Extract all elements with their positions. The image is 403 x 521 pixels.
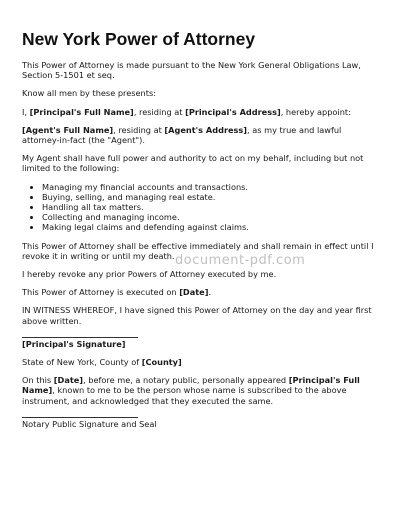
notary-pre: On this (22, 375, 54, 386)
principal-signature-label (22, 339, 381, 349)
appoint-mid: , residing at (133, 106, 186, 117)
agent-mid: , residing at (113, 124, 165, 135)
intro-paragraph: This Power of Attorney is made pursuant to the New York General Obligations Law, Section 5-1501 et seq. (22, 60, 361, 81)
list-item: • Making legal claims and defending against claims. (42, 222, 381, 232)
agent-paragraph (22, 125, 381, 145)
principal-address-placeholder: [Principal's Address] (185, 106, 281, 117)
county-placeholder: [County] (141, 357, 182, 368)
agent-address-placeholder: [Agent's Address] (164, 124, 248, 135)
watermark-text: document-pdf.com (175, 253, 306, 268)
executed-post: . (208, 287, 212, 298)
appointment-paragraph (22, 107, 381, 117)
witness-paragraph: IN WITNESS WHEREOF, I have signed this Power of Attorney on the day and year first above written. (22, 305, 372, 326)
appoint-post: , hereby appoint: (280, 106, 351, 117)
know-all-paragraph: Know all men by these presents: (22, 88, 156, 99)
revoke-paragraph: I hereby revoke any prior Powers of Attorney executed by me. (22, 269, 277, 280)
notary-post: , known to me to be the person whose name is subscribed to the above instrument, and acknowledged that they executed the same. (22, 385, 347, 406)
notary-date-placeholder: [Date] (53, 375, 84, 386)
list-item: • Handling all tax matters. (42, 202, 381, 212)
notary-mid: , before me, a notary public, personally appeared (83, 375, 289, 386)
notary-principal-placeholder: [Principal's Full Name] (22, 375, 360, 396)
state-paragraph (22, 357, 381, 367)
effective-paragraph: This Power of Attorney shall be effective immediately and shall remain in effect until I revoke it in writing or until my death. (22, 240, 374, 261)
list-item: • Managing my financial accounts and transactions. (42, 182, 381, 192)
notary-signature-line (22, 417, 138, 418)
authority-paragraph: My Agent shall have full power and authority to act on my behalf, including but not limited to the following: (22, 153, 364, 174)
notary-signature-label: Notary Public Signature and Seal (22, 418, 157, 429)
executed-paragraph (22, 287, 381, 297)
principal-signature-line (22, 337, 138, 338)
agent-name-placeholder: [Agent's Full Name] (22, 124, 114, 135)
list-item: • Collecting and managing income. (42, 212, 381, 222)
state-pre: State of New York, County of (22, 357, 142, 368)
executed-date-placeholder: [Date] (179, 287, 209, 298)
executed-pre: This Power of Attorney is executed on (22, 287, 180, 298)
list-item: • Buying, selling, and managing real estate. (42, 192, 381, 202)
agent-post: , as my true and lawful attorney-in-fact (the "Agent"). (22, 124, 342, 146)
document-title: New York Power of Attorney (22, 29, 256, 49)
principal-name-placeholder: [Principal's Full Name] (29, 106, 134, 117)
notary-paragraph (22, 375, 381, 406)
principal-signature-text: [Principal's Signature] (22, 338, 126, 349)
powers-list (22, 182, 381, 233)
appoint-pre: I, (22, 106, 30, 117)
